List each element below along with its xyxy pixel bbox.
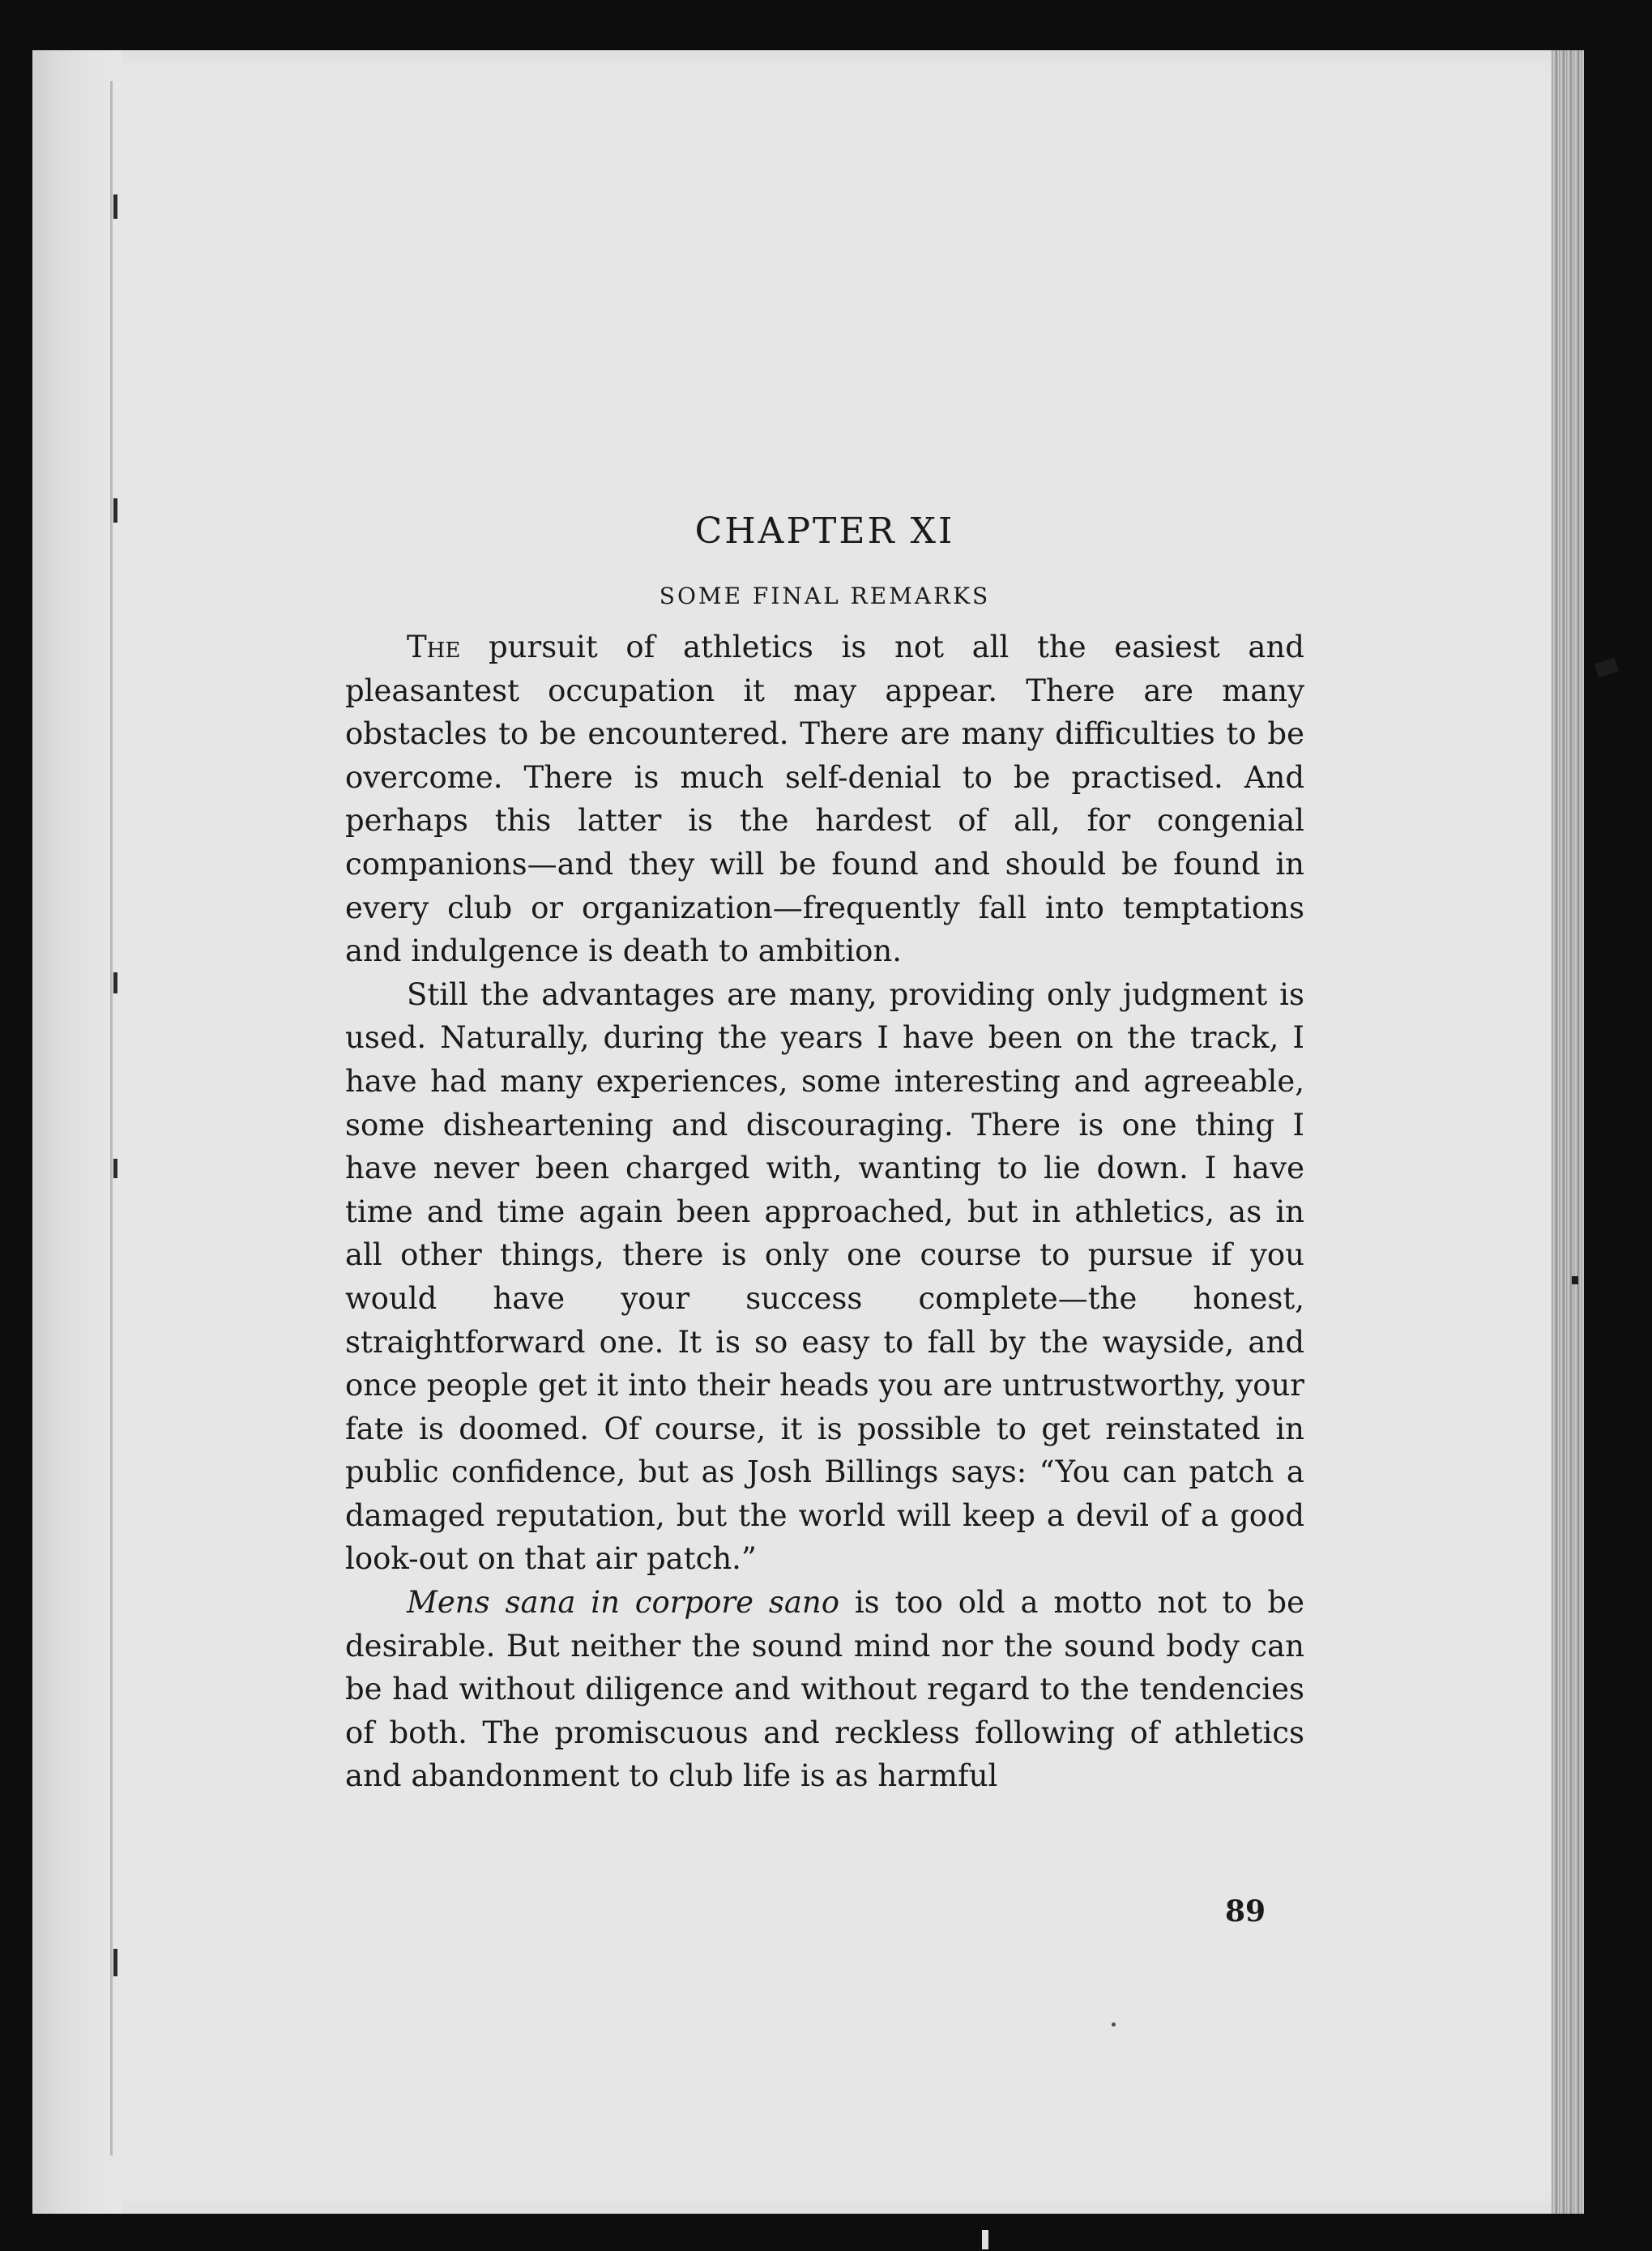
body-paragraph-1 bbox=[345, 626, 1304, 973]
page-number: 89 bbox=[1225, 1894, 1266, 1929]
paragraph-text: Still the advantages are many, providing only judgment is used. Naturally, during the years I have been on the track, I have had many experiences, some interesting and agreeable, some disheartening and discouraging. There is one thing I have never been charged with, wanting to lie down. I have time and time again been approached, but in athletics, as in all other things, there is only one course to pursue if you would have your success complete—the honest, straightforward one. It is so easy to fall by the wayside, and once people get it into their heads you are untrustworthy, your fate is doomed. Of course, it is possible to get reinstated in public confidence, but as Josh Billings says: “You can patch a damaged reputation, but the world will keep a devil of a good look-out on that air patch.” bbox=[345, 976, 1304, 1577]
bottom-scan-mark bbox=[982, 2230, 988, 2249]
page-speck bbox=[1112, 2022, 1116, 2027]
page-fold-line bbox=[110, 81, 113, 2155]
paragraph-text: pursuit of athletics is not all the easiest and pleasantest occupation it may appear. There are many obstacles to be encountered. There are many difficulties to be overcome. There is much self-denial to be practised. And perhaps this latter is the hardest of all, for congenial companions—and they will be found and should be found in every club or organization—frequently fall into temptations and indulgence is death to ambition. bbox=[345, 630, 1304, 969]
body-paragraph-3 bbox=[345, 1581, 1304, 1798]
chapter-content bbox=[345, 510, 1304, 1798]
paragraph-text: is too old a motto not to be desirable. But neither the sound mind nor the sound body can be had without diligence and without regard to the tendencies of both. The promiscuous and reckless following of athletics and abandonment to club life is as harmful bbox=[345, 1585, 1304, 1794]
binding-stitch-mark bbox=[113, 194, 117, 219]
binding-stitch-mark bbox=[113, 1949, 117, 1976]
paragraph-lead-word: The bbox=[407, 630, 461, 664]
chapter-subtitle: SOME FINAL REMARKS bbox=[659, 583, 991, 609]
page-stack-edge bbox=[1552, 50, 1584, 2214]
binding-stitch-mark bbox=[113, 498, 117, 523]
binding-stitch-mark bbox=[113, 1159, 117, 1178]
body-paragraph-2 bbox=[345, 973, 1304, 1581]
binding-stitch-mark bbox=[113, 972, 117, 993]
page-gutter-shadow bbox=[32, 50, 122, 2214]
edge-blemish bbox=[1594, 657, 1620, 678]
edge-blemish bbox=[1572, 1276, 1578, 1284]
latin-motto: Mens sana in corpore sano bbox=[407, 1585, 839, 1621]
chapter-heading: CHAPTER XI bbox=[694, 510, 955, 552]
